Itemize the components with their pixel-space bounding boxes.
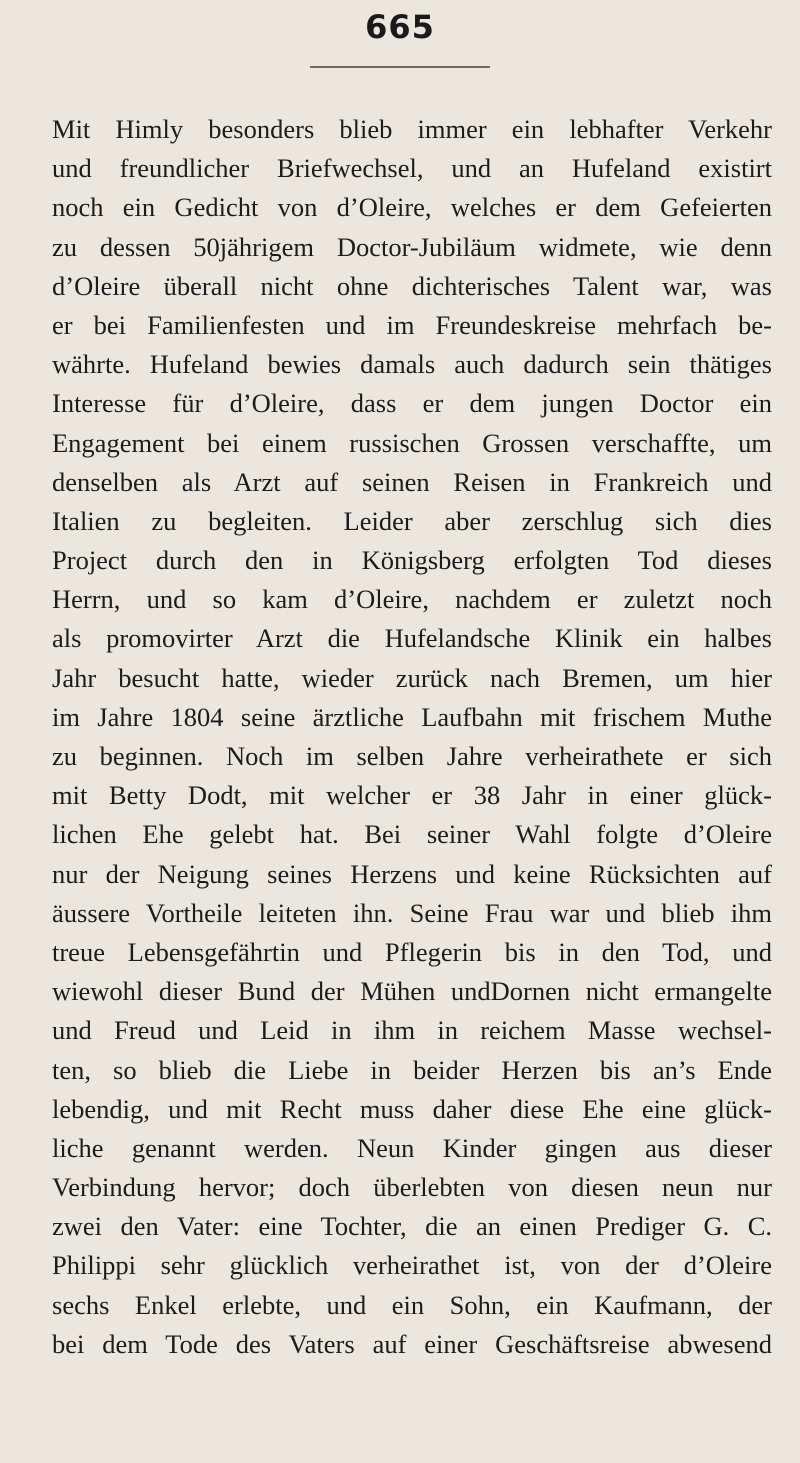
body-text [52, 110, 772, 1364]
text-line: Engagement bei einem russischen Grossen verschaffte, um [52, 427, 772, 458]
text-line: zu dessen 50jährigem Doctor-Jubiläum widmete, wie denn [52, 231, 772, 262]
text-line: Verbindung hervor; doch überlebten von diesen neun nur [52, 1172, 772, 1203]
text-line: zwei den Vater: eine Tochter, die an einen Prediger G. C. [52, 1211, 772, 1242]
text-line: lebendig, und mit Recht muss daher diese Ehe eine glück- [52, 1093, 772, 1124]
text-line: bei dem Tode des Vaters auf einer Geschäftsreise abwesend [52, 1328, 772, 1359]
text-line: Jahr besucht hatte, wieder zurück nach Bremen, um hier [52, 662, 772, 693]
text-line: Interesse für d’Oleire, dass er dem jungen Doctor ein [52, 388, 772, 419]
text-line: lichen Ehe gelebt hat. Bei seiner Wahl folgte d’Oleire [52, 819, 772, 850]
text-line: Herrn, und so kam d’Oleire, nachdem er zuletzt noch [52, 584, 772, 615]
header-rule [310, 66, 490, 68]
text-line: er bei Familienfesten und im Freundeskreise mehrfach be- [52, 309, 772, 340]
text-line: ten, so blieb die Liebe in beider Herzen bis an’s Ende [52, 1054, 772, 1085]
text-line: im Jahre 1804 seine ärztliche Laufbahn mit frischem Muthe [52, 701, 772, 732]
text-line: noch ein Gedicht von d’Oleire, welches er dem Gefeierten [52, 192, 772, 223]
text-line: währte. Hufeland bewies damals auch dadurch sein thätiges [52, 349, 772, 380]
text-line: und Freud und Leid in ihm in reichem Masse wechsel- [52, 1015, 772, 1046]
text-line: Philippi sehr glücklich verheirathet ist, von der d’Oleire [52, 1250, 772, 1281]
text-line: zu beginnen. Noch im selben Jahre verheirathete er sich [52, 741, 772, 771]
text-line: denselben als Arzt auf seinen Reisen in Frankreich und [52, 466, 772, 497]
text-line: Italien zu begleiten. Leider aber zerschlug sich dies [52, 505, 772, 536]
text-line: wiewohl dieser Bund der Mühen undDornen nicht ermangelte [52, 976, 772, 1007]
text-line: als promovirter Arzt die Hufelandsche Klinik ein halbes [52, 623, 772, 654]
text-line: Mit Himly besonders blieb immer ein lebhafter Verkehr [52, 114, 772, 144]
text-line: liche genannt werden. Neun Kinder gingen aus dieser [52, 1132, 772, 1163]
text-line: treue Lebensgefährtin und Pflegerin bis in den Tod, und [52, 936, 772, 967]
text-line: nur der Neigung seines Herzens und keine Rücksichten auf [52, 858, 772, 889]
text-line: sechs Enkel erlebte, und ein Sohn, ein Kaufmann, der [52, 1289, 772, 1320]
text-line: äussere Vortheile leiteten ihn. Seine Frau war und blieb ihm [52, 897, 772, 928]
text-line: d’Oleire überall nicht ohne dichterisches Talent war, was [52, 270, 772, 301]
text-line: mit Betty Dodt, mit welcher er 38 Jahr in einer glück- [52, 780, 772, 811]
text-line: und freundlicher Briefwechsel, und an Hufeland existirt [52, 153, 772, 184]
text-line: Project durch den in Königsberg erfolgten Tod dieses [52, 545, 772, 576]
page-number: 665 [365, 8, 435, 46]
